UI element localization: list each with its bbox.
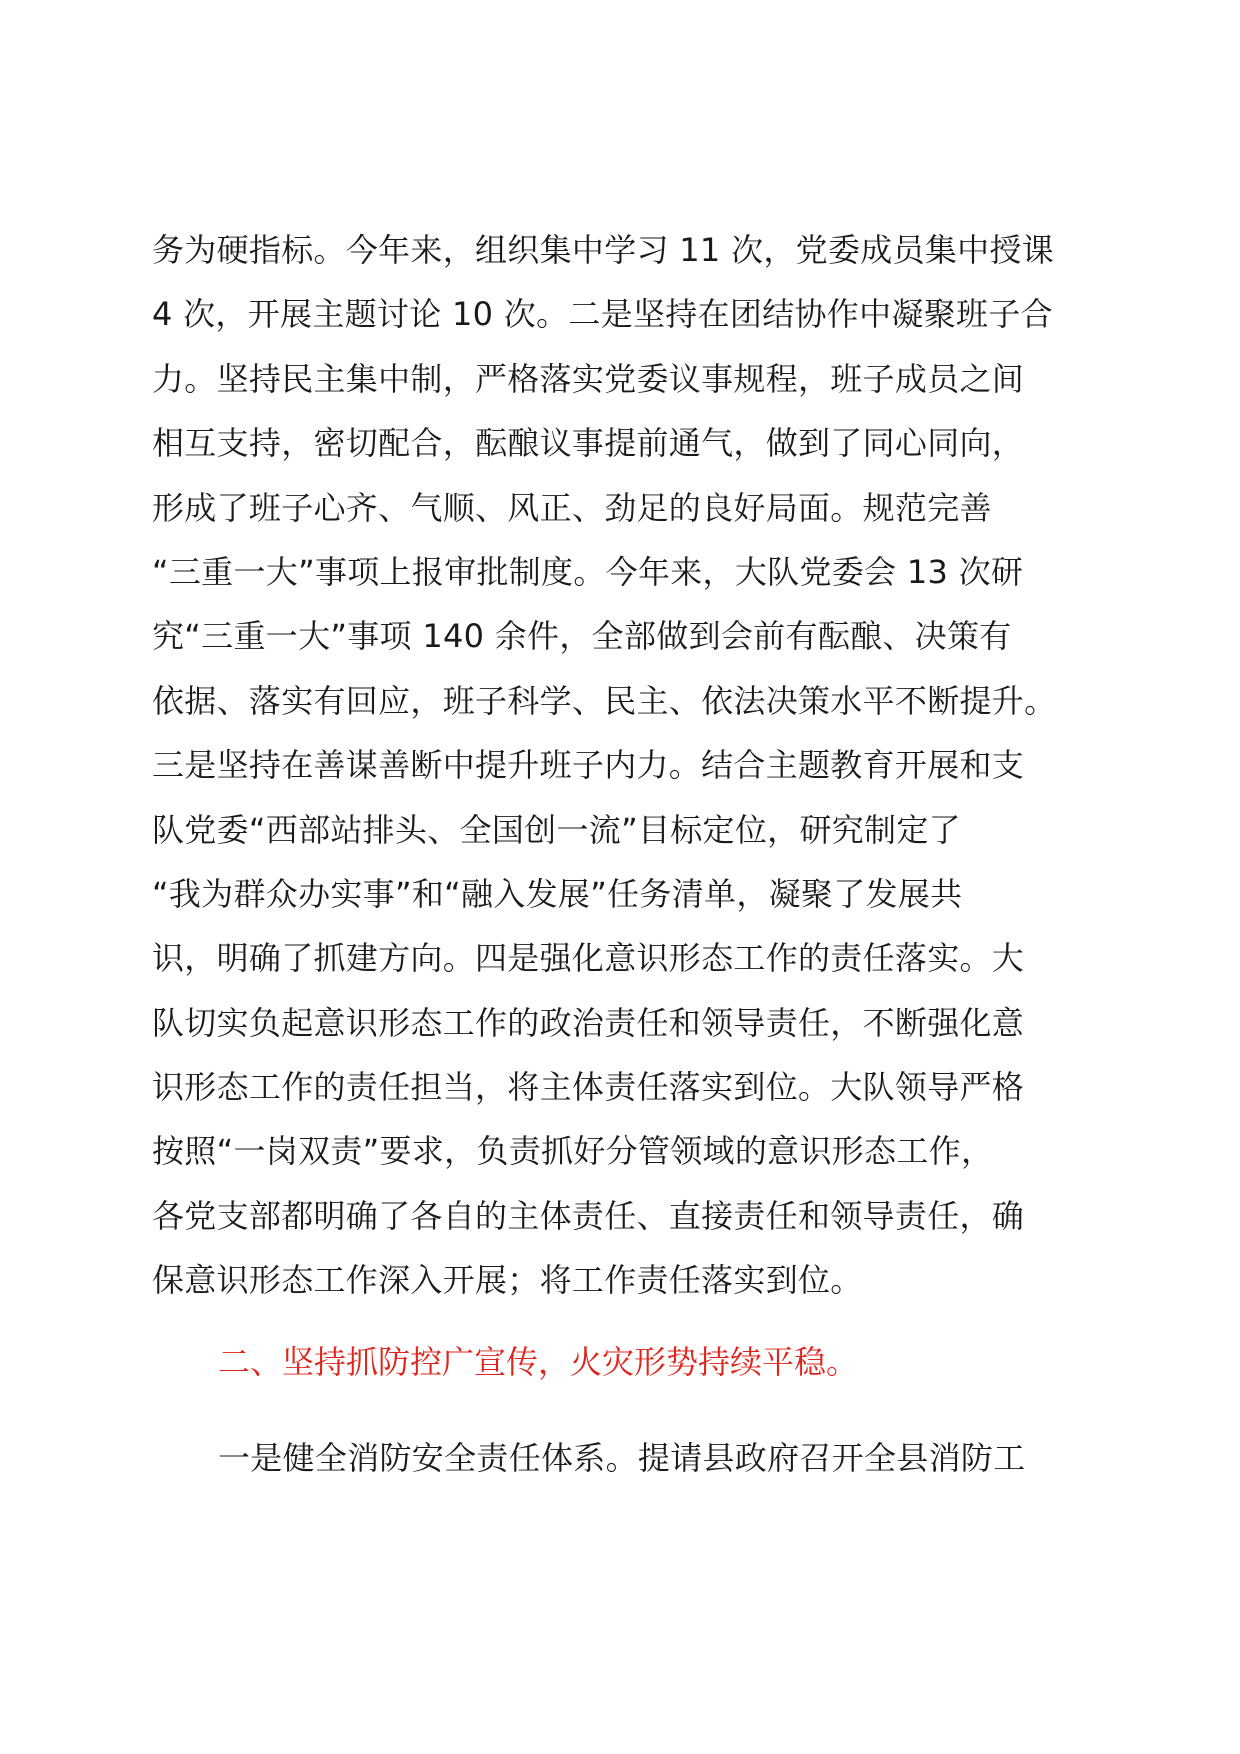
paragraph-line: 4 次，开展主题讨论 10 次。二是坚持在团结协作中凝聚班子合 [152,295,1053,334]
paragraph-line: 保意识形态工作深入开展；将工作责任落实到位。 [152,1261,863,1300]
paragraph-line: 队党委“西部站排头、全国创一流”目标定位，研究制定了 [152,810,961,849]
section-heading: 二、坚持抓防控广宣传，火灾形势持续平稳。 [218,1343,859,1381]
paragraph-line: 识形态工作的责任担当，将主体责任落实到位。大队领导严格 [152,1068,1025,1107]
body-paragraph [152,218,1092,1313]
paragraph-line: 按照“一岗双责”要求，负责抓好分管领域的意识形态工作， [152,1132,994,1171]
paragraph-line: 相互支持，密切配合，酝酿议事提前通气，做到了同心同向， [152,424,1025,463]
paragraph-line: “三重一大”事项上报审批制度。今年来，大队党委会 13 次研 [152,552,1024,591]
paragraph-line: 识，明确了抓建方向。四是强化意识形态工作的责任落实。大 [152,939,1025,978]
paragraph-line: 依据、落实有回应，班子科学、民主、依法决策水平不断提升。 [152,681,1057,720]
paragraph-line: 三是坚持在善谋善断中提升班子内力。结合主题教育开展和支 [152,746,1025,785]
paragraph-line: 究“三重一大”事项 140 余件，全部做到会前有酝酿、决策有 [152,617,1012,656]
paragraph-line: 力。坚持民主集中制，严格落实党委议事规程，班子成员之间 [152,359,1025,398]
paragraph-line: 务为硬指标。今年来，组织集中学习 11 次，党委成员集中授课 [152,231,1055,269]
paragraph-line: 队切实负起意识形态工作的政治责任和领导责任，不断强化意 [152,1003,1025,1042]
paragraph-line: 各党支部都明确了各自的主体责任、直接责任和领导责任，确 [152,1196,1025,1235]
paragraph-first-line: 一是健全消防安全责任体系。提请县政府召开全县消防工 [218,1439,1026,1477]
paragraph-line: 形成了班子心齐、气顺、风正、劲足的良好局面。规范完善 [152,488,992,527]
paragraph-line: “我为群众办实事”和“融入发展”任务清单，凝聚了发展共 [152,874,963,913]
